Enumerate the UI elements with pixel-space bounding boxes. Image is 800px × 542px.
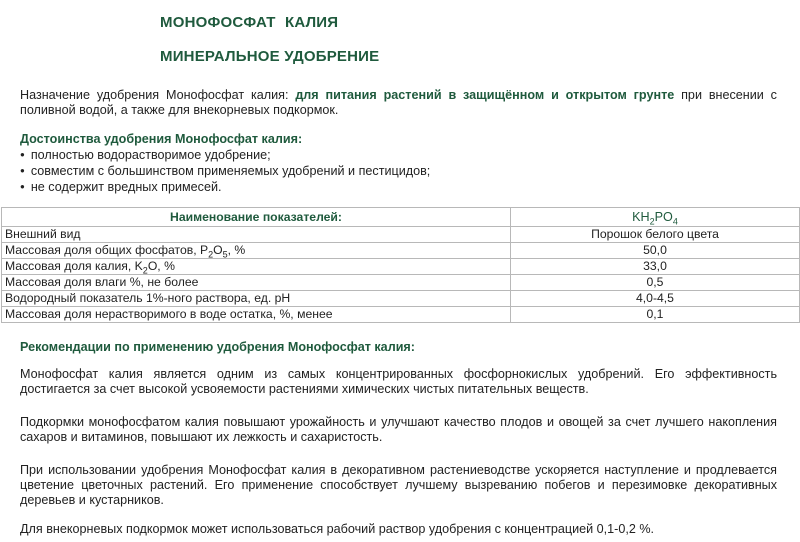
purpose-tail: при внесении с поливной водой, а также для внекорневых подкормок. (20, 88, 777, 117)
recommendation-paragraph: Для внекорневых подкормок может использоваться рабочий раствор удобрения с концентрацией 0,1-0,2 %. (20, 522, 655, 536)
row-value: 0,5 (511, 275, 800, 291)
header-name: Наименование показателей: (2, 208, 511, 227)
row-value: 33,0 (511, 259, 800, 275)
row-label: Массовая доля нерастворимого в воде остатка, %, менее (2, 307, 511, 323)
row-label: Внешний вид (2, 227, 511, 243)
page-subtitle: МИНЕРАЛЬНОЕ УДОБРЕНИЕ (160, 48, 380, 65)
table-header-row (2, 208, 800, 227)
header-formula: $KH_2PO_4$ (511, 208, 800, 227)
row-value: 4,0-4,5 (511, 291, 800, 307)
row-label: Массовая доля общих фосфатов, $P_2O_5$, % (2, 243, 511, 259)
row-value: 50,0 (511, 243, 800, 259)
page-title: МОНОФОСФАТ КАЛИЯ (160, 14, 339, 31)
row-label: Массовая доля влаги %, не более (2, 275, 511, 291)
purpose-emphasis: для питания растений в защищённом и открытом грунте (295, 88, 675, 102)
row-label: Водородный показатель 1%-ного раствора, ед. pH (2, 291, 511, 307)
recommendations-heading: Рекомендации по применению удобрения Монофосфат калия: (20, 340, 415, 354)
recommendation-paragraph: При использовании удобрения Монофосфат калия в декоративном растениеводстве ускоряется наступление и продлевается цветение цветочных растений. Его применение способствует лучшему вызреванию побегов и перезимовке декоративных деревьев и кустарников. (20, 463, 777, 507)
row-value: Порошок белого цвета (511, 227, 800, 243)
table-row (2, 243, 800, 259)
table-row (2, 227, 800, 243)
list-item: ● совместим с большинством применяемых удобрений и пестицидов; (20, 164, 430, 180)
recommendation-paragraph: Монофосфат калия является одним из самых концентрированных фосфорнокислых удобрений. Его эффективность достигается за счет высокой усвояемости растениями химических чистых питательных веществ. (20, 367, 777, 396)
table-row (2, 275, 800, 291)
table-row (2, 259, 800, 275)
purpose-paragraph (20, 88, 777, 118)
recommendation-paragraph: Подкормки монофосфатом калия повышают урожайность и улучшают качество плодов и овощей за счет лучшего накопления сахаров и витаминов, повышают их лежкость и сахаристость. (20, 415, 777, 444)
purpose-lead: Назначение удобрения Монофосфат калия: (20, 88, 296, 102)
advantages-list (20, 148, 430, 196)
advantages-heading: Достоинства удобрения Монофосфат калия: (20, 132, 303, 146)
table-row (2, 307, 800, 323)
row-label: Массовая доля калия, $K_2O$, % (2, 259, 511, 275)
list-item: ● полностью водорастворимое удобрение; (20, 148, 430, 164)
row-value: 0,1 (511, 307, 800, 323)
properties-table (1, 207, 800, 323)
table-row (2, 291, 800, 307)
list-item: ● не содержит вредных примесей. (20, 180, 430, 196)
